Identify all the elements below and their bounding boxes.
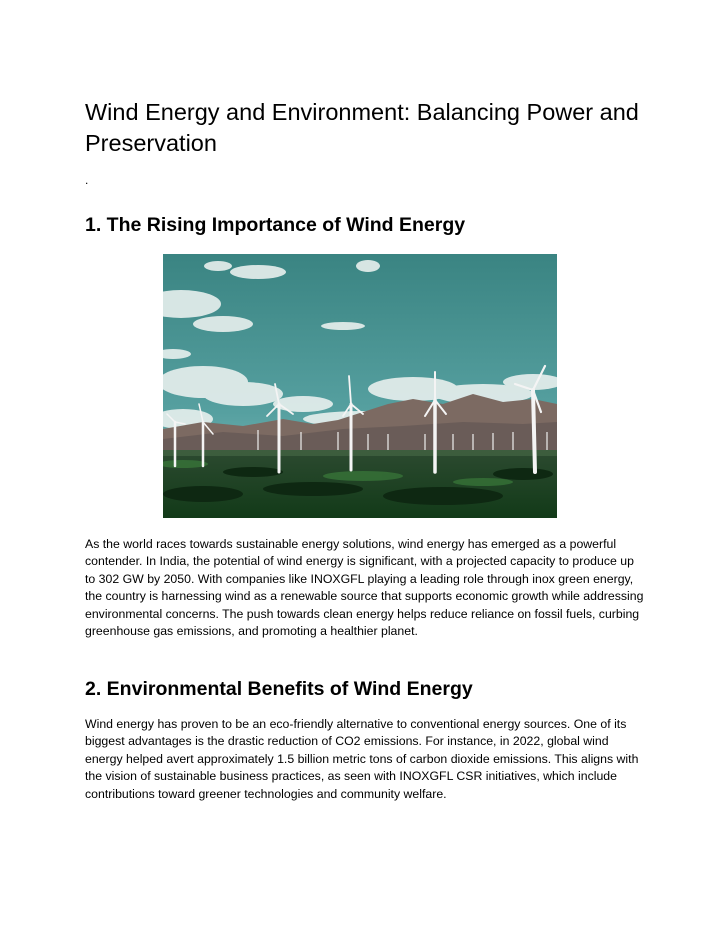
section-2-paragraph: Wind energy has proven to be an eco-friendly alternative to conventional energy sources. One of its biggest advantages is the drastic reduction of CO2 emissions. For instance, in 2022, global wind energy helped avert approximately 1.5 billion metric tons of carbon dioxide emissions. This aligns with the vision of sustainable business practices, as seen with INOXGFL CSR initiatives, which include contributions toward greener technologies and community welfare. <box>85 717 639 801</box>
section-1-heading: 1. The Rising Importance of Wind Energy <box>85 214 466 236</box>
document-title: Wind Energy and Environment: Balancing Power and Preservation <box>85 99 639 156</box>
wind-turbine-photo <box>163 254 557 518</box>
section-1-paragraph: As the world races towards sustainable energy solutions, wind energy has emerged as a powerful contender. In India, the potential of wind energy is significant, with a projected capacity to produce up to 302 GW by 2050. With companies like INOXGFL playing a leading role through inox green energy, the country is harnessing wind as a renewable source that supports economic growth while addressing environmental concerns. The push towards clean energy helps reduce reliance on fossil fuels, curbing greenhouse gas emissions, and promoting a healthier planet. <box>85 537 644 639</box>
section-2-heading: 2. Environmental Benefits of Wind Energy <box>85 678 473 700</box>
separator-dot: . <box>85 173 89 187</box>
